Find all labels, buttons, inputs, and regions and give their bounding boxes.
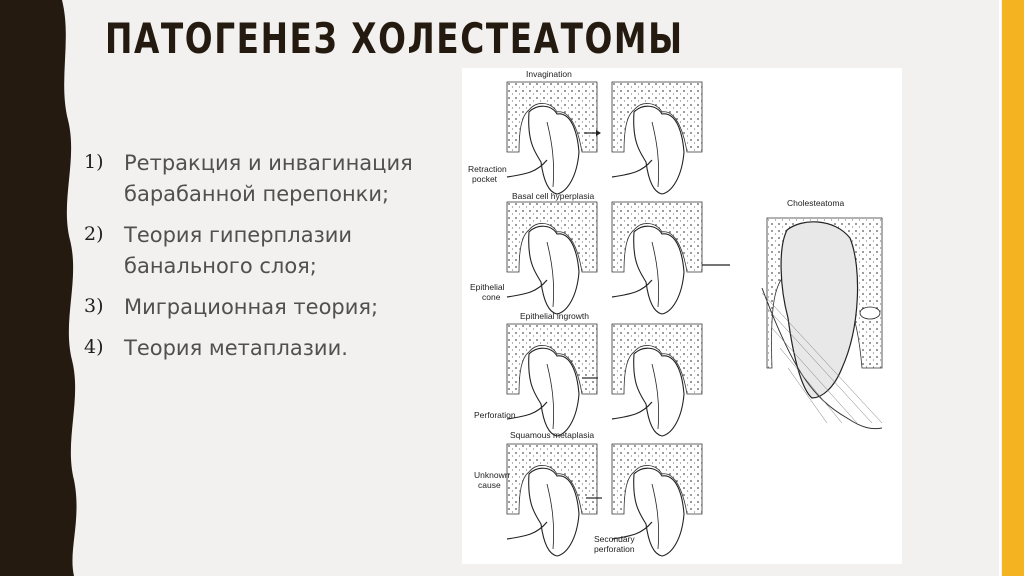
label-perforation: Perforation: [474, 410, 516, 420]
slide-title: ПАТОГЕНЕЗ ХОЛЕСТЕАТОМЫ: [105, 14, 684, 63]
ear-schematic: [507, 82, 597, 194]
ear-schematic: [507, 324, 597, 436]
ear-schematic: [612, 202, 702, 314]
label-invagination: Invagination: [526, 69, 572, 79]
ear-schematic: [612, 324, 702, 436]
list-number: 4): [84, 336, 104, 358]
ear-schematic: [507, 444, 597, 556]
list-item: [84, 220, 454, 282]
decorative-left-band: [0, 0, 90, 576]
label-cone: cone: [482, 292, 501, 302]
label-retraction: Retraction: [468, 164, 507, 174]
ear-schematic: [612, 82, 702, 194]
list-number: 3): [84, 295, 104, 317]
list-text: Теория гиперплазии банального слоя;: [124, 223, 353, 278]
arrow-icon: [596, 130, 601, 136]
label-cholesteatoma: Cholesteatoma: [787, 198, 845, 208]
cholesteatoma-diagram: [462, 68, 902, 564]
accent-band: [1002, 0, 1024, 576]
list-number: 1): [84, 151, 104, 173]
label-pocket: pocket: [472, 174, 498, 184]
list-text: Ретракция и инвагинация барабанной перепонки;: [124, 151, 413, 206]
list-item: [84, 148, 454, 210]
list-item: [84, 292, 454, 323]
label-squamous-metaplasia: Squamous metaplasia: [510, 430, 595, 440]
label-unknown: Unknown: [474, 470, 510, 480]
label-epithelial-ingrowth: Epithelial ingrowth: [520, 311, 589, 321]
list-number: 2): [84, 223, 104, 245]
label-epithelial: Epithelial: [470, 282, 505, 292]
label-cause: cause: [478, 480, 501, 490]
ear-schematic: [507, 202, 597, 314]
list-text: Миграционная теория;: [124, 295, 379, 319]
list-item: [84, 333, 454, 364]
accent-divider: [999, 0, 1001, 576]
list-text: Теория метаплазии.: [124, 336, 348, 360]
cholesteatoma-illustration: [762, 218, 882, 429]
label-basal-cell-hyperplasia: Basal cell hyperplasia: [512, 191, 595, 201]
label-secondary-perforation: perforation: [594, 544, 635, 554]
theory-list: [84, 148, 454, 374]
label-secondary: Secondary: [594, 534, 635, 544]
